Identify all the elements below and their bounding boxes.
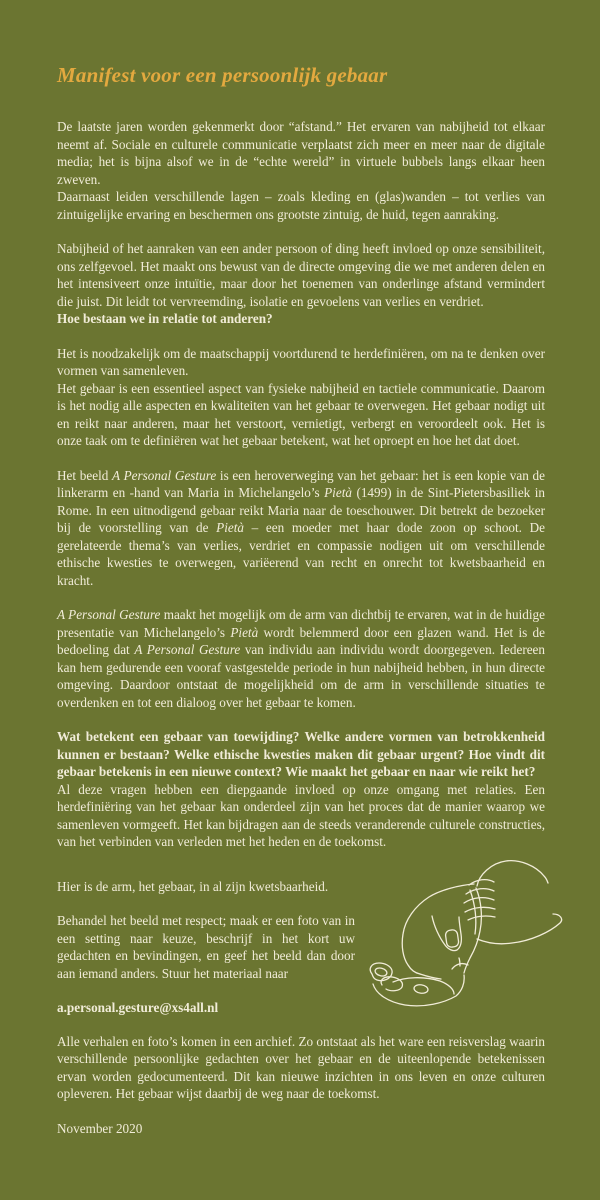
footer-section: [57, 1033, 545, 1138]
paragraph-nearness: Nabijheid of het aanraken van een ander persoon of ding heeft invloed op onze sensibiliteit, ons zelfgevoel. Het maakt ons bewust van de directe omgeving die we met anderen delen en het intensiveert onze intuïtie, maar door het toenemen van onderlinge afstand vermindert die juist. Dit leidt tot vervreemding, isolatie en gevoelens van verlies en verdriet.: [57, 241, 545, 309]
paragraph-passing-on: A Personal Gesture maakt het mogelijk om de arm van dichtbij te ervaren, wat in de huidige presentatie van Michelangelo’s Pietà wordt belemmerd door een glazen wand. Het is de bedoeling dat A Personal Gesture van individu aan individu wordt doorgegeven. Iedereen kan hem gedurende een vooraf vastgestelde periode in hun nabijheid hebben, in hun directe omgeving. Daardoor ontstaat de mogelijkheid om de arm in verschillende situaties te overdenken en tot een dialoog over het gebaar te komen.: [57, 607, 546, 710]
manifest-body: [57, 118, 545, 851]
paragraph-layers: Daarnaast leiden verschillende lagen – zoals kleding en (glas)wanden – tot verlies van zintuigelijke ervaring en beschermen ons grootste zintuig, de huid, tegen aanraking.: [57, 189, 545, 222]
paragraph-handling-instructions: Behandel het beeld met respect; maak er een foto van in een setting naar keuze, beschrijf in het kort uw gedachten en bevindingen, en geef het beeld dan door aan iemand anders. Stuur het materiaal naar: [57, 913, 355, 981]
closing-section: [57, 878, 545, 1017]
page-title: Manifest voor een persoonlijk gebaar: [57, 63, 388, 87]
heading-devotion-questions: Wat betekent een gebaar van toewijding? Welke andere vormen van betrokkenheid kunnen er bestaan? Welke ethische kwesties maken dit gebaar urgent? Hoe vindt dit gebaar betekenis in een nieuwe context? Wie maakt het gebaar en naar wie reikt het?: [57, 729, 545, 779]
paragraph-personal-gesture-origin: Het beeld A Personal Gesture is een heroverweging van het gebaar: het is een kopie van de linkerarm en -hand van Maria in Michelangelo’s Pietà (1499) in de Sint-Pietersbasiliek in Rome. In een uitnodigend gebaar reikt Maria naar de toeschouwer. Dit betrekt de bezoeker bij de voorstelling van de Pietà – een moeder met haar dode zoon op schoot. De gerelateerde thema’s van verlies, verdriet en compassie nodigen uit om verschillende ethische kwesties te overwegen, variëerend van recht en onrecht tot kwetsbaarheid en kracht.: [57, 467, 546, 588]
paragraph-here-is-the-arm: Hier is de arm, het gebaar, in al zijn kwetsbaarheid.: [57, 878, 329, 894]
paragraph-redefine-society: Het is noodzakelijk om de maatschappij voortdurend te herdefiniëren, om na te denken over vormen van samenleven.: [57, 345, 545, 378]
hand-line-drawing: [348, 852, 598, 1022]
contact-email: a.personal.gesture@xs4all.nl: [57, 1000, 219, 1015]
paragraph-impact-relations: Al deze vragen hebben een diepgaande invloed op onze omgang met relaties. Een herdefiniëring van het gebaar kan onderdeel zijn van het proces dat de manier waarop we samenleven vormgeeft. Het kan bijdragen aan de steeds veranderende culturele constructies, van het verbinden van verleden met het heden en de toekomst.: [57, 781, 545, 849]
date-line: November 2020: [57, 1120, 143, 1136]
paragraph-distance: De laatste jaren worden gekenmerkt door “afstand.” Het ervaren van nabijheid tot elkaar neemt af. Sociale en culturele communicatie verplaatst zich meer en meer naar de digitale media; het is bijna alsof we in de “echte wereld” in virtuele bubbels langs elkaar heen zweven.: [57, 119, 545, 187]
paragraph-archive: Alle verhalen en foto’s komen in een archief. Zo ontstaat als het ware een reisverslag waarin verschillende persoonlijke gedachten over het gebaar en de uiteenlopende betekenissen ervan worden gedocumenteerd. Dit kan nieuwe inzichten in ons leven en onze culturen opleveren. Het gebaar wijst daarbij de weg naar de toekomst.: [57, 1033, 545, 1101]
closing-column: [57, 878, 355, 1017]
paragraph-gesture-essential: Het gebaar is een essentieel aspect van fysieke nabijheid en tactiele communicatie. Daarom is het nodig alle aspecten en kwaliteiten van het gebaar te overwegen. Het gebaar nodigt uit en reikt naar anderen, maar het verstoort, vernietigt, verbergt en veroordeelt ook. Het is onze taak om te definiëren wat het gebaar betekent, wat het oproept en hoe het dat doet.: [57, 380, 545, 448]
heading-relation-question: Hoe bestaan we in relatie tot anderen?: [57, 311, 273, 326]
